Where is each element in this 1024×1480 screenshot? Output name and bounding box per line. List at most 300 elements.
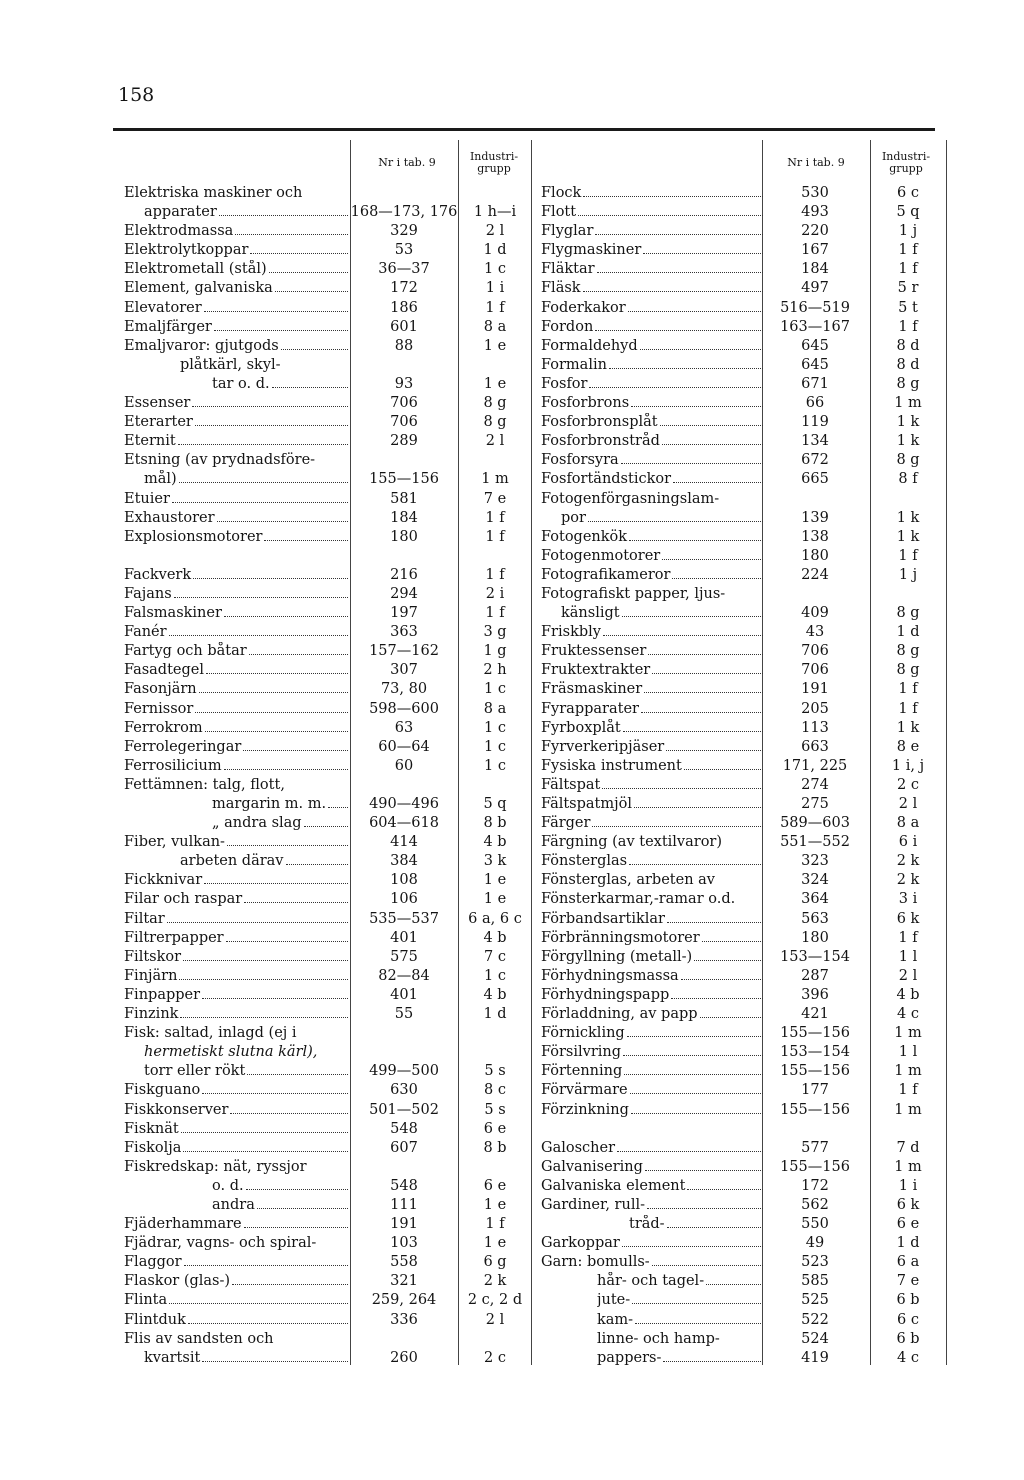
entry-industry-group: 1 f (485, 509, 505, 526)
entry-term (124, 1158, 350, 1177)
dot-leader (652, 673, 763, 674)
index-entry (116, 1253, 534, 1272)
entry-industry-group: 1 k (896, 433, 920, 450)
entry-table-number: 287 (801, 967, 829, 984)
entry-term-text: Fotogenförgasningslam- (541, 490, 720, 507)
dot-leader (640, 349, 763, 350)
header-industri-label: Industri- (881, 150, 931, 163)
header-grupp-label: grupp (889, 162, 923, 175)
entry-table-number: 530 (801, 185, 829, 201)
section-gap (116, 547, 534, 566)
entry-term-text: Formalin (541, 356, 607, 373)
dot-leader (663, 1361, 761, 1362)
entry-industry-group: 8 c (484, 1082, 506, 1099)
dot-leader (204, 311, 348, 312)
index-entry (116, 299, 534, 318)
index-entry (116, 757, 534, 776)
entry-term (541, 833, 765, 852)
entry-table-number: 535—537 (369, 910, 439, 927)
dot-leader (230, 1113, 348, 1114)
entry-table-number: 172 (801, 1177, 829, 1194)
index-entry (116, 738, 534, 757)
index-entry (533, 795, 949, 814)
dot-leader (660, 425, 763, 426)
entry-term-text: Fjädrar, vagns- och spiral- (124, 1235, 317, 1252)
entry-term-text: Exhaustorer (124, 509, 215, 526)
dot-leader (631, 406, 763, 407)
entry-term-text: Förgyllning (metall-) (541, 948, 693, 965)
entry-table-number: 645 (801, 356, 829, 373)
index-entry (533, 852, 949, 871)
entry-term-text: Flintduk (124, 1311, 186, 1328)
index-entry (116, 356, 534, 375)
entry-term (541, 260, 765, 279)
index-entry (533, 1234, 949, 1253)
index-entry (533, 1291, 949, 1310)
entry-table-number: 106 (390, 891, 418, 908)
entry-term (541, 394, 765, 413)
index-entry (116, 661, 534, 680)
entry-term-text: Fisk: saltad, inlagd (ej i (124, 1025, 297, 1042)
entry-term-text: Förhydningspapp (541, 986, 670, 1003)
index-entry (533, 318, 949, 337)
entry-term-text: margarin m. m. (212, 796, 327, 812)
dot-leader (184, 1265, 348, 1266)
entry-table-number: 323 (801, 853, 829, 870)
section-gap (533, 1120, 949, 1139)
entry-industry-group: 2 l (485, 1311, 505, 1328)
entry-term-text: kam- (597, 1311, 634, 1328)
entry-term-text: Finpapper (124, 986, 201, 1003)
entry-term-text: Fettämnen: talg, flott, (124, 776, 285, 793)
entry-table-number: 329 (390, 223, 418, 240)
dot-leader (235, 234, 348, 235)
entry-term-text: „ andra slag (212, 815, 302, 832)
entry-term (124, 241, 350, 260)
dot-leader (623, 731, 763, 732)
dot-leader (622, 1246, 763, 1247)
dot-leader (244, 902, 348, 903)
entry-term (541, 299, 765, 318)
entry-term (124, 929, 350, 948)
dot-leader (179, 979, 348, 980)
index-entry (116, 279, 534, 298)
entry-term-text: Förvärmare (541, 1082, 628, 1099)
entry-term-text: Essenser (124, 395, 191, 412)
dot-leader (687, 1189, 763, 1190)
dot-leader (304, 826, 348, 827)
entry-industry-group: 2 k (483, 1273, 507, 1290)
entry-term-text: Fläsk (541, 280, 581, 297)
entry-table-number: 153—154 (780, 1044, 850, 1061)
entry-industry-group: 4 b (483, 929, 507, 946)
entry-table-number: 168—173, 176 (350, 204, 458, 221)
entry-industry-group: 1 f (898, 681, 918, 698)
entry-table-number: 224 (801, 566, 829, 583)
index-entry (533, 1158, 949, 1177)
entry-term-text: Elevatorer (124, 299, 202, 316)
index-entry (116, 871, 534, 890)
entry-term-text: Fruktessenser (541, 643, 647, 660)
entry-term (124, 318, 350, 337)
entry-table-number: 274 (801, 776, 829, 793)
index-entry (116, 203, 534, 222)
index-entry (533, 394, 949, 413)
entry-table-number: 138 (801, 528, 829, 545)
entry-industry-group: 1 l (898, 1044, 918, 1061)
dot-leader (195, 712, 348, 713)
entry-industry-group: 1 f (898, 547, 918, 564)
index-entry (533, 356, 949, 375)
index-entry (116, 986, 534, 1005)
entry-term (541, 490, 765, 509)
entry-table-number: 60—64 (378, 738, 430, 755)
entry-industry-group: 8 g (483, 414, 507, 431)
dot-leader (217, 521, 348, 522)
entry-industry-group: 1 j (898, 223, 918, 240)
dot-leader (246, 1189, 348, 1190)
entry-table-number: 197 (390, 605, 418, 622)
entry-table-number: 336 (390, 1311, 418, 1328)
dot-leader (602, 788, 763, 789)
index-entry (116, 1234, 534, 1253)
index-entry (533, 260, 949, 279)
entry-industry-group: 6 k (896, 1196, 920, 1213)
entry-term (144, 1349, 350, 1368)
entry-table-number: 706 (801, 662, 829, 679)
dot-leader (634, 807, 763, 808)
entry-term (541, 1043, 765, 1062)
entry-term-text: Fyrverkeripjäser (541, 738, 665, 755)
entry-table-number: 598—600 (369, 700, 439, 717)
dot-leader (643, 253, 763, 254)
entry-industry-group: 8 a (483, 700, 507, 717)
entry-table-number: 499—500 (369, 1063, 439, 1080)
entry-industry-group: 8 b (483, 1139, 507, 1156)
entry-term (541, 184, 765, 203)
entry-term-text: Fönsterkarmar,-ramar o.d. (541, 891, 736, 908)
entry-term-text: Fartyg och båtar (124, 643, 247, 660)
entry-industry-group: 2 l (898, 967, 918, 984)
entry-term (124, 1311, 350, 1330)
entry-table-number: 186 (390, 299, 418, 316)
index-entry (116, 910, 534, 929)
index-entry (533, 1043, 949, 1062)
entry-table-number: 275 (801, 796, 829, 812)
entry-table-number: 155—156 (780, 1025, 850, 1042)
index-entry (116, 642, 534, 661)
entry-industry-group: 1 m (894, 1101, 922, 1118)
entry-term (541, 890, 765, 909)
entry-term-text: Fräsmaskiner (541, 681, 643, 698)
entry-industry-group: 1 k (896, 414, 920, 431)
entry-term (541, 776, 765, 795)
index-entry (116, 1139, 534, 1158)
entry-term (541, 910, 765, 929)
dot-leader (662, 559, 763, 560)
dot-leader (624, 1074, 763, 1075)
dot-leader (595, 330, 763, 331)
index-entry (116, 604, 534, 623)
entry-table-number: 119 (801, 414, 829, 431)
entry-industry-group: 1 l (898, 948, 918, 965)
entry-term-text: Element, galvaniska (124, 280, 273, 297)
entry-term-text: Fönsterglas (541, 853, 628, 870)
entry-industry-group: 1 f (485, 605, 505, 622)
entry-table-number: 88 (394, 337, 414, 354)
entry-table-number: 66 (805, 395, 825, 412)
entry-term-text: Falsmaskiner (124, 605, 222, 622)
header-nr-right: Nr i tab. 9 (787, 156, 845, 169)
entry-industry-group: 1 e (483, 337, 507, 354)
entry-term (124, 1139, 350, 1158)
entry-table-number: 706 (390, 395, 418, 412)
entry-industry-group: 6 a, 6 c (468, 910, 522, 927)
entry-industry-group: 8 a (483, 318, 507, 335)
entry-term-text: tar o. d. (212, 375, 270, 392)
entry-term-text: Fosforsyra (541, 452, 619, 469)
dot-leader (628, 311, 763, 312)
entry-table-number: 522 (801, 1311, 829, 1328)
entry-industry-group: 1 d (483, 1006, 507, 1023)
entry-table-number: 419 (801, 1349, 829, 1366)
dot-leader (232, 1284, 348, 1285)
entry-term (124, 680, 350, 699)
entry-term-text: Garkoppar (541, 1235, 620, 1252)
entry-term-text: Förhydningsmassa (541, 967, 679, 984)
index-entry (533, 661, 949, 680)
dot-leader (621, 463, 763, 464)
dot-leader (673, 482, 763, 483)
entry-industry-group: 1 f (898, 261, 918, 278)
entry-table-number: 493 (801, 204, 829, 221)
entry-term (541, 795, 765, 814)
index-entry (116, 1158, 534, 1177)
entry-industry-group: 1 g (483, 643, 507, 660)
entry-term-text: Fiskredskap: nät, ryssjor (124, 1158, 307, 1175)
index-entry (116, 719, 534, 738)
index-entry (116, 776, 534, 795)
entry-term-text: Formaldehyd (541, 337, 638, 354)
top-rule (113, 128, 935, 131)
entry-term (144, 1062, 350, 1081)
entry-table-number: 550 (801, 1216, 829, 1233)
entry-table-number: 63 (394, 719, 414, 736)
index-entry (533, 1349, 949, 1368)
entry-term-text: Finjärn (124, 967, 178, 984)
entry-term-text: mål) (144, 471, 177, 488)
dot-leader (672, 578, 763, 579)
entry-term (212, 814, 350, 833)
entry-table-number: 665 (801, 471, 829, 488)
entry-term-text: kvartsit (144, 1349, 201, 1366)
entry-table-number: 562 (801, 1196, 829, 1213)
index-entry (116, 1043, 534, 1062)
dot-leader (202, 1093, 348, 1094)
dot-leader (644, 692, 763, 693)
dot-leader (169, 635, 348, 636)
entry-term-text: Etuier (124, 490, 170, 507)
entry-term (124, 184, 350, 203)
entry-term-text: känsligt (561, 605, 620, 622)
index-entry (533, 1005, 949, 1024)
entry-term (597, 1291, 763, 1310)
index-entry (116, 509, 534, 528)
entry-term (124, 1330, 350, 1349)
entry-term (597, 1272, 763, 1291)
entry-table-number: 601 (390, 318, 418, 335)
index-entry (533, 929, 949, 948)
dot-leader (183, 960, 348, 961)
entry-industry-group: 4 b (483, 834, 507, 851)
entry-table-number: 294 (390, 585, 418, 602)
entry-table-number: 630 (390, 1082, 418, 1099)
index-entry (533, 241, 949, 260)
index-entry (533, 1081, 949, 1100)
dot-leader (206, 673, 348, 674)
entry-table-number: 167 (801, 242, 829, 259)
index-entry (533, 967, 949, 986)
entry-term-text: torr eller rökt (144, 1063, 246, 1080)
entry-term-text: Ferrolegeringar (124, 738, 242, 755)
entry-industry-group: 3 i (898, 891, 918, 908)
entry-term (124, 986, 350, 1005)
entry-term (124, 413, 350, 432)
entry-table-number: 384 (390, 853, 418, 870)
entry-table-number: 171, 225 (782, 757, 848, 774)
entry-industry-group: 1 f (485, 1216, 505, 1233)
entry-industry-group: 2 i (485, 585, 505, 602)
entry-table-number: 581 (390, 490, 418, 507)
entry-industry-group: 6 b (896, 1330, 920, 1347)
entry-industry-group: 4 c (897, 1006, 919, 1023)
entry-term-text: Flaskor (glas-) (124, 1273, 231, 1290)
dot-leader (648, 654, 763, 655)
dot-leader (706, 1284, 761, 1285)
entry-term-text: hermetiskt slutna kärl), (144, 1044, 318, 1061)
index-entry (116, 451, 534, 470)
entry-term (212, 795, 350, 814)
dot-leader (647, 1208, 763, 1209)
header-industrigrupp-right (868, 151, 944, 175)
entry-industry-group: 1 i (485, 280, 505, 297)
entry-industry-group: 1 c (484, 738, 506, 755)
entry-table-number: 153—154 (780, 948, 850, 965)
index-entry (533, 184, 949, 203)
entry-term-text: Fältspat (541, 776, 601, 793)
entry-industry-group: 1 j (898, 566, 918, 583)
entry-table-number: 414 (390, 834, 418, 851)
entry-term (212, 1177, 350, 1196)
entry-term-text: Flygmaskiner (541, 242, 642, 259)
entry-term (541, 222, 765, 241)
entry-term (124, 1234, 350, 1253)
entry-industry-group: 6 e (896, 1216, 920, 1233)
entry-industry-group: 1 e (483, 375, 507, 392)
entry-term (144, 203, 350, 222)
entry-term (541, 203, 765, 222)
entry-term-text: Fiber, vulkan- (124, 834, 225, 851)
entry-industry-group: 4 b (483, 986, 507, 1003)
entry-term (124, 700, 350, 719)
index-entry (533, 222, 949, 241)
entry-term-text: Filtar (124, 910, 165, 927)
index-entry (533, 203, 949, 222)
index-entry (116, 814, 534, 833)
entry-table-number: 184 (390, 509, 418, 526)
dot-leader (183, 1151, 348, 1152)
entry-term-text: Garn: bomulls- (541, 1254, 650, 1271)
entry-industry-group: 5 q (896, 204, 920, 221)
index-entry (116, 222, 534, 241)
entry-term-text: Finzink (124, 1006, 179, 1023)
dot-leader (630, 1093, 763, 1094)
entry-table-number: 525 (801, 1292, 829, 1309)
index-entry (116, 470, 534, 489)
entry-term (124, 1291, 350, 1310)
entry-term (124, 394, 350, 413)
entry-term-text: Fosforbronsplåt (541, 414, 658, 431)
entry-table-number: 163—167 (780, 318, 850, 335)
index-entry (116, 623, 534, 642)
index-entry (533, 623, 949, 642)
entry-term (144, 1043, 350, 1062)
entry-term (124, 1120, 350, 1139)
dot-leader (589, 387, 763, 388)
index-entry (116, 1272, 534, 1291)
index-entry (116, 375, 534, 394)
index-entry (116, 241, 534, 260)
entry-table-number: 111 (390, 1196, 418, 1213)
entry-table-number: 671 (801, 375, 829, 392)
index-entry (116, 852, 534, 871)
entry-term (124, 1024, 350, 1043)
entry-table-number: 501—502 (369, 1101, 439, 1118)
dot-leader (179, 482, 348, 483)
entry-term (124, 833, 350, 852)
entry-industry-group: 5 q (483, 796, 507, 812)
entry-industry-group: 1 c (484, 261, 506, 278)
entry-industry-group: 1 k (896, 719, 920, 736)
entry-industry-group: 7 e (483, 490, 507, 507)
entry-table-number: 490—496 (369, 796, 439, 812)
entry-term-text: Emaljvaror: gjutgods (124, 337, 279, 354)
index-entry (533, 451, 949, 470)
entry-term (124, 1081, 350, 1100)
entry-industry-group: 6 e (483, 1177, 507, 1194)
entry-industry-group: 1 i (898, 1177, 918, 1194)
entry-table-number: 706 (390, 414, 418, 431)
entry-term (541, 547, 765, 566)
entry-term (597, 1311, 763, 1330)
dot-leader (667, 1227, 761, 1228)
entry-term-text: Galoscher (541, 1139, 616, 1156)
entry-term-text: Eterarter (124, 414, 193, 431)
entry-industry-group: 1 f (898, 700, 918, 717)
index-entry (533, 680, 949, 699)
entry-table-number: 60 (394, 757, 414, 774)
index-entry (116, 1330, 534, 1349)
dot-leader (694, 960, 763, 961)
entry-industry-group: 1 f (898, 929, 918, 946)
entry-table-number: 36—37 (378, 261, 430, 278)
entry-term-text: Flis av sandsten och (124, 1330, 274, 1347)
entry-term (144, 470, 350, 489)
index-entry (533, 1177, 949, 1196)
dot-leader (286, 864, 349, 865)
index-entry (116, 1024, 534, 1043)
entry-term-text: Fosfor (541, 375, 588, 392)
